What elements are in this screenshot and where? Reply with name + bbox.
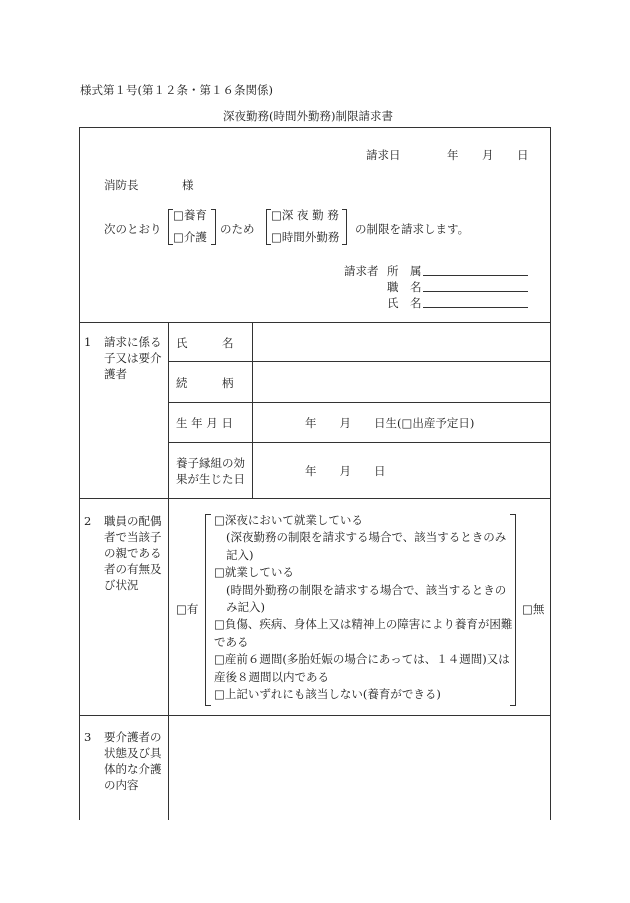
position-field[interactable] (423, 291, 528, 292)
row-divider (79, 322, 551, 323)
child-name-label: 氏 名 (176, 336, 234, 350)
spouse-yes-checkbox[interactable]: □有 (176, 602, 199, 616)
request-suffix: の制限を請求します。 (355, 222, 470, 236)
option-working[interactable]: □就業している (214, 565, 294, 580)
spouse-options (214, 512, 516, 703)
row-divider (168, 402, 551, 403)
option-night-work[interactable]: □深夜において就業している (214, 513, 363, 527)
name-label: 氏 名 (387, 296, 422, 310)
bracket-right (510, 514, 516, 706)
bracket-left (205, 514, 211, 706)
table-right-border (550, 127, 551, 820)
adoption-label: 養子縁組の効果が生じた日 (176, 456, 245, 486)
section1-title: 請求に係る子又は要介護者 (104, 335, 162, 381)
column-divider (252, 322, 253, 499)
column-divider (168, 322, 169, 820)
row-divider (168, 442, 551, 443)
row-divider (79, 498, 551, 499)
birth-value: 年 月 日生(□出産予定日) (305, 416, 475, 430)
row-divider (168, 361, 551, 362)
section2-title: 職員の配偶者で当該子の親である者の有無及び状況 (104, 514, 162, 592)
adoption-value: 年 月 日 (305, 464, 386, 478)
honorific: 様 (182, 178, 194, 192)
addressee: 消防長 (104, 178, 139, 192)
section3-number: 3 (84, 730, 92, 744)
for-text: のため (220, 222, 255, 236)
date-day: 日 (517, 148, 529, 162)
row-divider (79, 715, 551, 716)
reason-care-checkbox[interactable]: □介護 (173, 230, 207, 244)
option-none[interactable]: □上記いずれにも該当しない(養育ができる) (214, 687, 441, 702)
as-follows-text: 次のとおり (104, 222, 162, 236)
type-night-checkbox[interactable]: □深 夜 勤 務 (271, 208, 339, 222)
section3-title: 要介護者の状態及び具体的な介護の内容 (104, 730, 162, 792)
table-top-border (79, 127, 551, 128)
bracket-right (211, 209, 216, 245)
request-date-label: 請求日 (366, 148, 401, 162)
requester-label: 請求者 (344, 264, 379, 278)
option-note: (深夜勤務の制限を請求する場合で、該当するときのみ記入) (226, 530, 507, 562)
option-illness[interactable]: □負傷、疾病、身体上又は精神上の障害により養育が困難である (214, 617, 513, 649)
affiliation-field[interactable] (423, 275, 528, 276)
table-left-border (79, 127, 80, 820)
bracket-right (342, 209, 347, 245)
position-label: 職 名 (387, 280, 422, 294)
document-title: 深夜勤務(時間外勤務)制限請求書 (223, 109, 393, 123)
birth-label: 生 年 月 日 (176, 416, 233, 430)
affiliation-label: 所 属 (387, 264, 422, 278)
option-note: (時間外勤務の制限を請求する場合で、該当するときのみ記入) (226, 582, 507, 615)
date-year: 年 (447, 148, 459, 162)
section2-number: 2 (84, 514, 92, 528)
date-month: 月 (482, 148, 494, 162)
spouse-no-checkbox[interactable]: □無 (522, 602, 545, 616)
relation-label: 続 柄 (176, 376, 234, 390)
reason-child-checkbox[interactable]: □養育 (173, 208, 207, 222)
option-pregnancy[interactable]: □産前６週間(多胎妊娠の場合にあっては、１４週間)又は産後８週間以内である (214, 652, 510, 684)
form-number: 様式第１号(第１２条・第１６条関係) (80, 83, 273, 97)
type-overtime-checkbox[interactable]: □時間外勤務 (271, 230, 340, 244)
section1-number: 1 (84, 335, 92, 349)
name-field[interactable] (423, 307, 528, 308)
